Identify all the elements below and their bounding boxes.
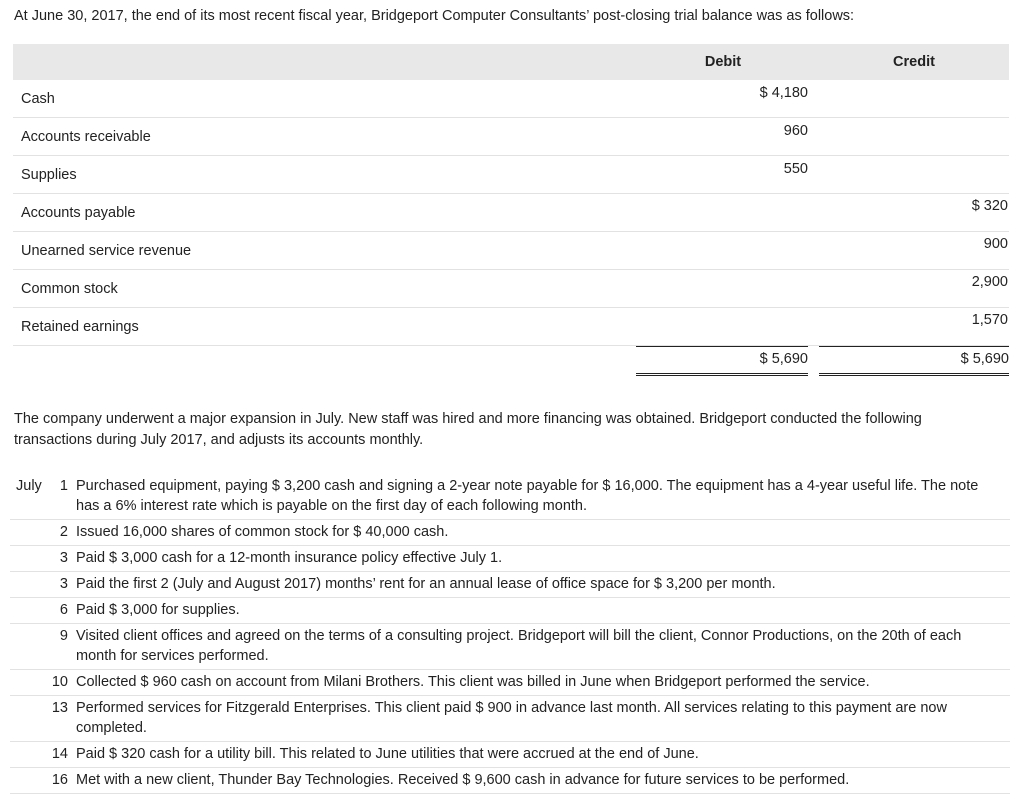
transaction-day: 14 <box>51 746 68 762</box>
transaction-text: Issued 16,000 shares of common stock for $ 40,000 cash. <box>76 524 449 540</box>
transaction-row <box>10 670 1010 696</box>
transaction-text: Collected $ 960 cash on account from Milani Brothers. This client was billed in June when Bridgeport performed the service. <box>76 674 870 690</box>
table-row <box>13 270 1009 308</box>
transaction-row <box>10 624 1010 670</box>
total-debit: $ 5,690 <box>636 346 808 376</box>
transactions-list <box>10 474 1010 794</box>
transaction-text: Paid $ 320 cash for a utility bill. This related to June utilities that were accrued at the end of June. <box>76 746 699 762</box>
debit-amount: $ 4,180 <box>759 85 808 101</box>
transaction-row <box>10 742 1010 768</box>
table-row <box>13 80 1009 118</box>
account-name: Accounts payable <box>21 205 136 221</box>
transaction-day: 6 <box>59 602 68 618</box>
transaction-month: July <box>16 478 42 494</box>
account-name: Accounts receivable <box>21 129 151 145</box>
transaction-text: Purchased equipment, paying $ 3,200 cash and signing a 2-year note payable for $ 16,000. The equipment has a 4-year useful life. The note has a 6% interest rate which is payable on the first day of each following month. <box>76 478 979 514</box>
debit-header: Debit <box>704 54 742 70</box>
transaction-text: Performed services for Fitzgerald Enterprises. This client paid $ 900 in advance last month. All services relating to this payment are now completed. <box>76 700 947 736</box>
transaction-row <box>10 546 1010 572</box>
table-row <box>13 118 1009 156</box>
account-name: Unearned service revenue <box>21 243 192 259</box>
transaction-row <box>10 572 1010 598</box>
transaction-row <box>10 474 1010 520</box>
totals-row <box>13 346 1009 376</box>
table-row <box>13 156 1009 194</box>
account-name: Cash <box>21 91 55 107</box>
transaction-text: Paid the first 2 (July and August 2017) months’ rent for an annual lease of office space for $ 3,200 per month. <box>76 576 776 592</box>
transaction-day: 13 <box>51 700 68 716</box>
credit-amount: $ 320 <box>971 198 1008 214</box>
transaction-text: Visited client offices and agreed on the terms of a consulting project. Bridgeport will bill the client, Connor Productions, on the 20th of each month for services performed. <box>76 628 962 664</box>
credit-amount: 2,900 <box>971 274 1008 290</box>
credit-amount: 900 <box>983 236 1008 252</box>
intro-text: At June 30, 2017, the end of its most recent fiscal year, Bridgeport Computer Consultants’ post-closing trial balance was as follows: <box>14 8 855 24</box>
transaction-day: 10 <box>51 674 68 690</box>
account-name: Retained earnings <box>21 319 139 335</box>
credit-header: Credit <box>893 54 935 70</box>
account-name: Supplies <box>21 167 77 183</box>
transaction-day: 9 <box>59 628 68 644</box>
transaction-row <box>10 520 1010 546</box>
account-name: Common stock <box>21 281 118 297</box>
transaction-text: Paid $ 3,000 for supplies. <box>76 602 240 618</box>
total-credit: $ 5,690 <box>819 346 1009 376</box>
description-paragraph: The company underwent a major expansion in July. New staff was hired and more financing was obtained. Bridgeport conducted the following transactions during July 2017, and adjusts its accounts monthly. <box>14 411 922 448</box>
table-row <box>13 194 1009 232</box>
transaction-day: 1 <box>59 478 68 494</box>
table-header <box>13 44 1009 80</box>
table-row <box>13 308 1009 346</box>
credit-amount: 1,570 <box>971 312 1008 328</box>
transaction-text: Paid $ 3,000 cash for a 12-month insurance policy effective July 1. <box>76 550 503 566</box>
trial-balance-table <box>13 44 1009 376</box>
transaction-row <box>10 696 1010 742</box>
transaction-text: Met with a new client, Thunder Bay Technologies. Received $ 9,600 cash in advance for future services to be performed. <box>76 772 850 788</box>
transaction-row <box>10 768 1010 794</box>
transaction-day: 2 <box>59 524 68 540</box>
table-row <box>13 232 1009 270</box>
transaction-day: 3 <box>59 550 68 566</box>
debit-amount: 550 <box>783 161 808 177</box>
transaction-day: 16 <box>51 772 68 788</box>
transaction-day: 3 <box>59 576 68 592</box>
transaction-row <box>10 598 1010 624</box>
debit-amount: 960 <box>783 123 808 139</box>
